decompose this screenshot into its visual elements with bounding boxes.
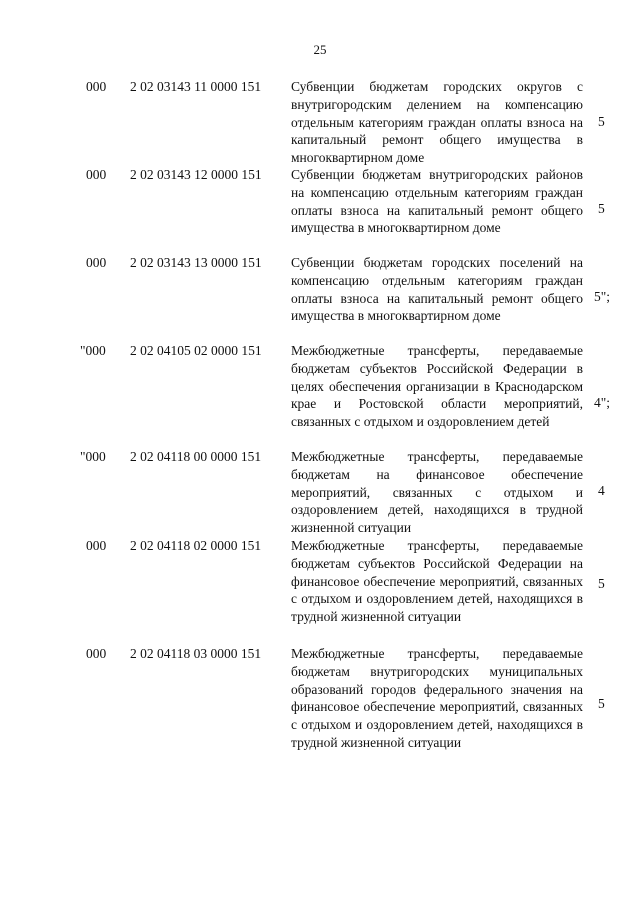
row-description: Субвенции бюджетам городских округов с внутригородским делением на компенсацию отдельным категориям граждан оплаты взноса на капитальный ремонт общего имущества в многоквартирном доме: [291, 79, 583, 166]
row-value: 5";: [594, 289, 611, 304]
row-value: 5: [598, 696, 605, 711]
row-value: 4: [598, 483, 605, 498]
row-description: Субвенции бюджетам городских поселений на компенсацию отдельным категориям граждан оплаты взноса на капитальный ремонт общего имущества в многоквартирном доме: [291, 255, 583, 324]
row-description: Межбюджетные трансферты, передаваемые бюджетам субъектов Российской Федерации на финансовое обеспечение мероприятий, связанных с отдыхом и оздоровлением детей, находящихся в трудной жизненной ситуации: [291, 538, 583, 625]
page-number: 25: [313, 42, 327, 57]
row-description: Межбюджетные трансферты, передаваемые бюджетам субъектов Российской Федерации в целях обеспечения организации в Краснодарском крае и Ростовской области мероприятий, связанных с отдыхом и оздоровлением детей: [291, 343, 583, 430]
budget-classification-code: 2 02 04118 00 0000 151: [130, 449, 262, 464]
budget-classification-code: 2 02 04105 02 0000 151: [130, 343, 262, 358]
budget-classification-code: 2 02 04118 02 0000 151: [130, 538, 262, 553]
budget-classification-code: 2 02 03143 11 0000 151: [130, 79, 262, 94]
budget-classification-code: 2 02 04118 03 0000 151: [130, 646, 262, 661]
admin-code: 000: [86, 79, 107, 94]
admin-code: "000: [80, 343, 106, 358]
admin-code: 000: [86, 646, 107, 661]
row-value: 5: [598, 201, 605, 216]
admin-code: 000: [86, 167, 107, 182]
row-value: 5: [598, 114, 605, 129]
row-value: 5: [598, 576, 605, 591]
admin-code: 000: [86, 255, 107, 270]
admin-code: "000: [80, 449, 106, 464]
admin-code: 000: [86, 538, 107, 553]
row-description: Межбюджетные трансферты, передаваемые бюджетам внутригородских муниципальных образований городов федерального значения на финансовое обеспечение мероприятий, связанных с отдыхом и оздоровлением детей, находящихся в трудной жизненной ситуации: [291, 646, 583, 750]
budget-classification-code: 2 02 03143 12 0000 151: [130, 167, 262, 182]
row-value: 4";: [594, 395, 611, 410]
row-description: Субвенции бюджетам внутригородских районов на компенсацию отдельным категориям граждан оплаты взноса на капитальный ремонт общего имущества в многоквартирном доме: [291, 167, 583, 236]
budget-classification-code: 2 02 03143 13 0000 151: [130, 255, 262, 270]
row-description: Межбюджетные трансферты, передаваемые бюджетам на финансовое обеспечение мероприятий, связанных с отдыхом и оздоровлением детей, находящихся в трудной жизненной ситуации: [291, 449, 583, 536]
